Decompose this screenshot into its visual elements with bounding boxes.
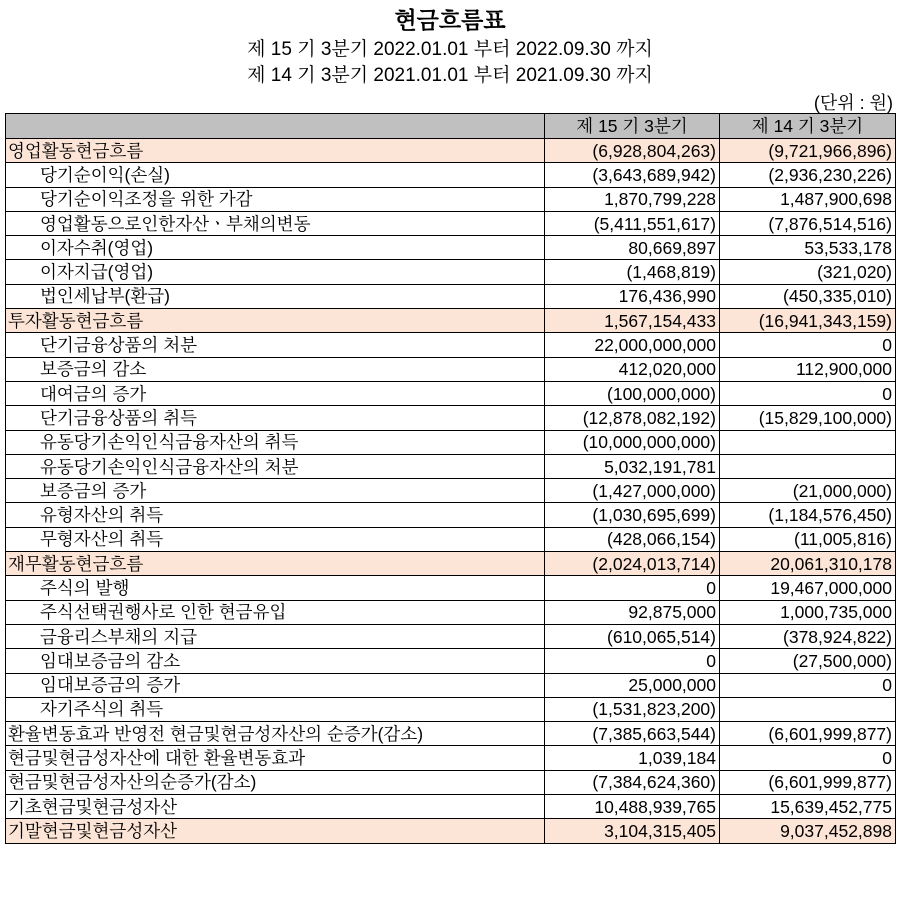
prior-period-value: (321,020) [720, 260, 896, 284]
row-label: 단기금융상품의 취득 [6, 406, 545, 430]
row-label: 이자지급(영업) [6, 260, 545, 284]
current-period-value: 5,032,191,781 [545, 454, 720, 478]
period-current: 제 15 기 3분기 2022.01.01 부터 2022.09.30 까지 [247, 39, 653, 60]
table-row [6, 381, 896, 405]
row-label: 임대보증금의 감소 [6, 649, 545, 673]
prior-period-value: 20,061,310,178 [720, 552, 896, 576]
table-row [6, 139, 896, 163]
header-label [6, 114, 545, 139]
current-period-value: 0 [545, 576, 720, 600]
current-period-value: (1,531,823,200) [545, 697, 720, 721]
current-period-value: 80,669,897 [545, 236, 720, 260]
current-period-value: (610,065,514) [545, 624, 720, 648]
table-row [6, 163, 896, 187]
table-row [6, 236, 896, 260]
row-label: 유동당기손익인식금융자산의 처분 [6, 454, 545, 478]
current-period-value: 22,000,000,000 [545, 333, 720, 357]
prior-period-value [720, 454, 896, 478]
current-period-value: (10,000,000,000) [545, 430, 720, 454]
prior-period-value: (378,924,822) [720, 624, 896, 648]
current-period-value: (428,066,154) [545, 527, 720, 551]
prior-period-value: (1,184,576,450) [720, 503, 896, 527]
statement-title: 현금흐름표 [394, 7, 506, 33]
table-row [6, 746, 896, 770]
table-row [6, 284, 896, 308]
current-period-value: (5,411,551,617) [545, 211, 720, 235]
prior-period-value: 1,000,735,000 [720, 600, 896, 624]
table-row [6, 503, 896, 527]
current-period-value: 3,104,315,405 [545, 819, 720, 843]
table-row [6, 454, 896, 478]
prior-period-value: (450,335,010) [720, 284, 896, 308]
table-row [6, 600, 896, 624]
row-label: 법인세납부(환급) [6, 284, 545, 308]
row-label: 금융리스부채의 지급 [6, 624, 545, 648]
table-row [6, 552, 896, 576]
row-label: 현금및현금성자산의순증가(감소) [6, 770, 545, 794]
row-label: 보증금의 감소 [6, 357, 545, 381]
table-row [6, 357, 896, 381]
table-row [6, 795, 896, 819]
prior-period-value [720, 697, 896, 721]
table-row [6, 649, 896, 673]
current-period-value: 1,567,154,433 [545, 309, 720, 333]
row-label: 재무활동현금흐름 [6, 552, 545, 576]
prior-period-value: 0 [720, 673, 896, 697]
table-row [6, 406, 896, 430]
prior-period-value: 0 [720, 333, 896, 357]
table-row [6, 309, 896, 333]
prior-period-value: 1,487,900,698 [720, 187, 896, 211]
prior-period-value: (16,941,343,159) [720, 309, 896, 333]
table-row [6, 770, 896, 794]
current-period-value: (6,928,804,263) [545, 139, 720, 163]
current-period-value: (1,030,695,699) [545, 503, 720, 527]
current-period-value: 25,000,000 [545, 673, 720, 697]
row-label: 투자활동현금흐름 [6, 309, 545, 333]
row-label: 현금및현금성자산에 대한 환율변동효과 [6, 746, 545, 770]
table-row [6, 673, 896, 697]
prior-period-value: (2,936,230,226) [720, 163, 896, 187]
current-period-value: (2,024,013,714) [545, 552, 720, 576]
prior-period-value: 9,037,452,898 [720, 819, 896, 843]
table-row [6, 722, 896, 746]
prior-period-value [720, 430, 896, 454]
prior-period-value: 0 [720, 381, 896, 405]
prior-period-value: (15,829,100,000) [720, 406, 896, 430]
current-period-value: (7,385,663,544) [545, 722, 720, 746]
row-label: 기초현금및현금성자산 [6, 795, 545, 819]
prior-period-value: 53,533,178 [720, 236, 896, 260]
current-period-value: 1,039,184 [545, 746, 720, 770]
unit-label: (단위 : 원) [813, 93, 893, 113]
table-row [6, 697, 896, 721]
row-label: 유형자산의 취득 [6, 503, 545, 527]
row-label: 주식의 발행 [6, 576, 545, 600]
current-period-value: (3,643,689,942) [545, 163, 720, 187]
row-label: 당기순이익조정을 위한 가감 [6, 187, 545, 211]
table-row [6, 819, 896, 843]
prior-period-value: (27,500,000) [720, 649, 896, 673]
header-prior-period: 제 14 기 3분기 [720, 114, 896, 139]
current-period-value: (100,000,000) [545, 381, 720, 405]
prior-period-value: (21,000,000) [720, 479, 896, 503]
prior-period-value: (9,721,966,896) [720, 139, 896, 163]
table-row [6, 576, 896, 600]
table-row [6, 260, 896, 284]
table-row [6, 333, 896, 357]
table-row [6, 479, 896, 503]
prior-period-value: 112,900,000 [720, 357, 896, 381]
row-label: 무형자산의 취득 [6, 527, 545, 551]
row-label: 영업활동으로인한자산ㆍ부채의변동 [6, 211, 545, 235]
row-label: 이자수취(영업) [6, 236, 545, 260]
cash-flow-table [5, 113, 896, 844]
current-period-value: 0 [545, 649, 720, 673]
prior-period-value: (11,005,816) [720, 527, 896, 551]
row-label: 대여금의 증가 [6, 381, 545, 405]
header-current-period: 제 15 기 3분기 [545, 114, 720, 139]
table-row [6, 211, 896, 235]
row-label: 환율변동효과 반영전 현금및현금성자산의 순증가(감소) [6, 722, 545, 746]
row-label: 임대보증금의 증가 [6, 673, 545, 697]
prior-period-value: 19,467,000,000 [720, 576, 896, 600]
prior-period-value: (6,601,999,877) [720, 722, 896, 746]
table-row [6, 187, 896, 211]
row-label: 영업활동현금흐름 [6, 139, 545, 163]
row-label: 기말현금및현금성자산 [6, 819, 545, 843]
current-period-value: (1,468,819) [545, 260, 720, 284]
current-period-value: 176,436,990 [545, 284, 720, 308]
table-header-row [6, 114, 896, 139]
row-label: 자기주식의 취득 [6, 697, 545, 721]
current-period-value: 412,020,000 [545, 357, 720, 381]
current-period-value: 10,488,939,765 [545, 795, 720, 819]
prior-period-value: 15,639,452,775 [720, 795, 896, 819]
row-label: 단기금융상품의 처분 [6, 333, 545, 357]
period-prior: 제 14 기 3분기 2021.01.01 부터 2021.09.30 까지 [247, 65, 653, 86]
table-row [6, 430, 896, 454]
prior-period-value: (7,876,514,516) [720, 211, 896, 235]
table-row [6, 527, 896, 551]
table-row [6, 624, 896, 648]
current-period-value: 92,875,000 [545, 600, 720, 624]
current-period-value: (7,384,624,360) [545, 770, 720, 794]
current-period-value: (1,427,000,000) [545, 479, 720, 503]
prior-period-value: (6,601,999,877) [720, 770, 896, 794]
row-label: 주식선택권행사로 인한 현금유입 [6, 600, 545, 624]
current-period-value: 1,870,799,228 [545, 187, 720, 211]
current-period-value: (12,878,082,192) [545, 406, 720, 430]
row-label: 유동당기손익인식금융자산의 취득 [6, 430, 545, 454]
row-label: 당기순이익(손실) [6, 163, 545, 187]
row-label: 보증금의 증가 [6, 479, 545, 503]
prior-period-value: 0 [720, 746, 896, 770]
